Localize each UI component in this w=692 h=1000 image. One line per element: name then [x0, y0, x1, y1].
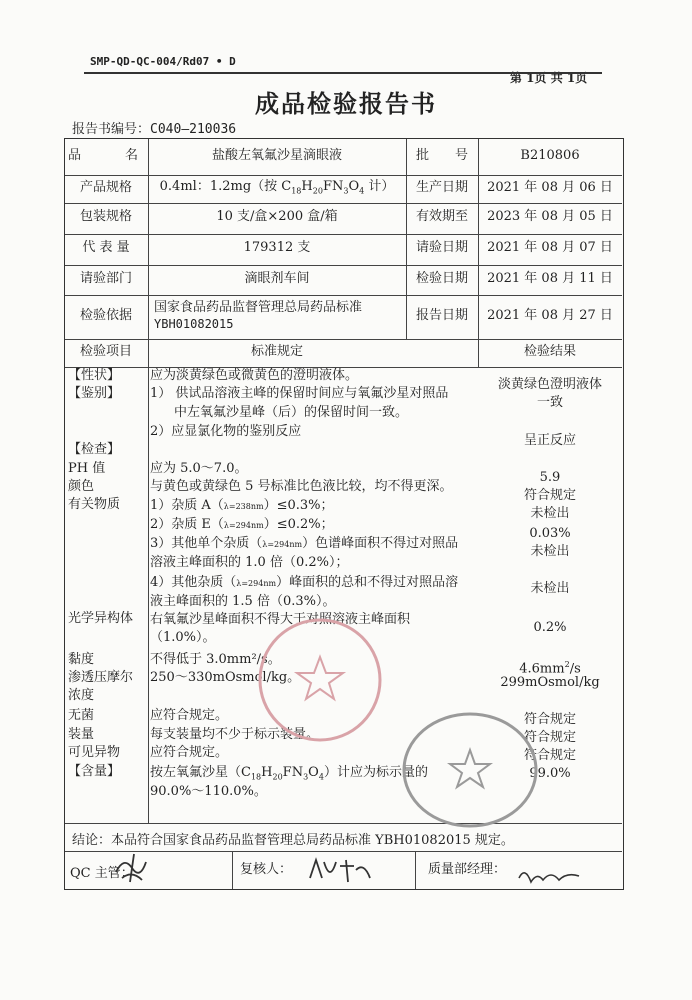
- document-code: SMP-QD-QC-004/Rd07 • D: [90, 55, 236, 68]
- value-expiry: 2023 年 08 月 05 日: [487, 209, 613, 225]
- result-value: 0.2%: [533, 620, 567, 635]
- standard-line: 3）其他单个杂质（λ=294nm）色谱峰面积不得过对照品: [150, 536, 459, 551]
- standard-line: 应为淡黄绿色或微黄色的澄明液体。: [150, 368, 359, 383]
- standard-line: 应符合规定。: [150, 708, 229, 723]
- standard-line: 不得低于 3.0mm²/s。: [150, 652, 281, 667]
- label-spec: 产品规格: [79, 179, 132, 195]
- item-assay: 【含量】: [68, 764, 121, 779]
- item-inspection: 【检查】: [68, 442, 121, 457]
- label-request-date: 请验日期: [415, 240, 468, 256]
- item-sterility: 无菌: [68, 708, 95, 723]
- value-report-date: 2021 年 08 月 27 日: [487, 307, 613, 323]
- label-production-date: 生产日期: [415, 179, 468, 195]
- standard-line: 按左氧氟沙星$(C_{18}H_{20}FN_3O_4)$计应为标示量的: [150, 765, 428, 782]
- value-packaging: 10 支/盒×200 盒/箱: [216, 209, 338, 225]
- standard-line: （1.0%）。: [150, 630, 216, 645]
- value-quantity: 179312 支: [243, 240, 311, 256]
- reviewer-signature-image: [306, 852, 376, 888]
- value-spec: 0.4ml：1.2mg（按 $C_{18}H_{20}FN_3O_4$ 计）: [159, 179, 395, 196]
- item-ph: PH 值: [68, 461, 106, 476]
- report-number-label: 报告书编号：: [72, 122, 151, 137]
- standard-line: 液主峰面积的 1.5 倍（0.3%）。: [150, 594, 336, 609]
- result-value: 符合规定: [523, 730, 576, 745]
- report-number: [72, 118, 236, 137]
- result-value: 99.0%: [529, 766, 571, 781]
- standard-line: 溶液主峰面积的 1.0 倍（0.2%）；: [150, 555, 349, 570]
- result-value: 0.03%: [529, 526, 571, 541]
- page-title: 成品检验报告书: [255, 90, 437, 118]
- label-test-date: 检验日期: [415, 270, 468, 286]
- standard-line: 90.0%～110.0%。: [150, 784, 267, 799]
- value-request-date: 2021 年 08 月 07 日: [487, 240, 613, 256]
- report-number-value: C040—210036: [150, 122, 237, 137]
- result-value: $4.6mm^2/s$: [519, 660, 581, 677]
- qc-supervisor-label: QC 主管：: [70, 866, 134, 881]
- quality-manager-label: 质量部经理：: [428, 862, 507, 877]
- standard-line: 与黄色或黄绿色 5 号标准比色液比较，均不得更深。: [150, 479, 453, 494]
- result-value: 符合规定: [523, 488, 576, 503]
- standard-line: 每支装量均不少于标示装量。: [150, 727, 320, 742]
- item-color: 颜色: [68, 479, 95, 494]
- standard-line: 2）应显氯化物的鉴别反应: [150, 424, 302, 439]
- column-result: 检验结果: [523, 343, 576, 359]
- value-test-date: 2021 年 08 月 11 日: [487, 270, 613, 286]
- manager-signature-image: [515, 862, 585, 890]
- item-optical-isomer: 光学异构体: [68, 611, 134, 626]
- header-rule: [84, 72, 602, 74]
- column-standard: 标准规定: [250, 343, 303, 359]
- result-value: 淡黄绿色澄明液体: [497, 377, 602, 392]
- item-related-substances: 有关物质: [68, 497, 121, 512]
- result-value: 呈正反应: [523, 433, 576, 448]
- item-fill-volume: 装量: [68, 727, 95, 742]
- result-value: 符合规定: [523, 712, 576, 727]
- item-identification: 【鉴别】: [68, 386, 121, 401]
- result-value: 一致: [536, 395, 563, 410]
- label-department: 请验部门: [79, 270, 132, 286]
- standard-line: 2）杂质 E（λ=294nm）≤0.2%；: [150, 517, 334, 532]
- result-value: 5.9: [539, 470, 561, 485]
- label-expiry: 有效期至: [415, 209, 468, 225]
- standard-line: 1）杂质 A（λ=238nm）≤0.3%；: [150, 498, 334, 513]
- reviewer-label: 复核人：: [240, 862, 293, 877]
- standard-line: 4）其他杂质（λ=294nm）峰面积的总和不得过对照品溶: [150, 575, 459, 590]
- result-value: 未检出: [530, 581, 570, 596]
- company-seal-image: [255, 615, 385, 745]
- label-basis: 检验依据: [79, 307, 132, 323]
- item-osmolality-1: 渗透压摩尔: [68, 670, 134, 685]
- result-value: 符合规定: [523, 748, 576, 763]
- item-viscosity: 黏度: [68, 652, 95, 667]
- item-appearance: 【性状】: [68, 368, 121, 383]
- label-packaging: 包装规格: [79, 209, 132, 225]
- standard-line: 应为 5.0～7.0。: [150, 461, 248, 476]
- inspection-seal-image: [400, 710, 540, 830]
- value-product-name: 盐酸左氧氟沙星滴眼液: [211, 147, 342, 163]
- value-department: 滴眼剂车间: [244, 270, 310, 286]
- item-osmolality-2: 浓度: [68, 688, 95, 703]
- column-item: 检验项目: [79, 343, 132, 359]
- conclusion: 结论：本品符合国家食品药品监督管理总局药品标准 YBH01082015 规定。: [72, 833, 514, 848]
- result-value: 未检出: [530, 544, 570, 559]
- value-batch-no: B210806: [520, 147, 580, 163]
- result-value: 299mOsmol/kg: [500, 675, 600, 690]
- standard-line: 应符合规定。: [150, 745, 229, 760]
- label-batch-no: 批 号: [415, 147, 468, 163]
- item-visible-particles: 可见异物: [68, 745, 121, 760]
- standard-line: 右氧氟沙星峰面积不得大于对照溶液主峰面积: [150, 612, 411, 627]
- label-quantity: 代 表 量: [82, 240, 130, 256]
- qc-signature-image: [112, 850, 156, 886]
- value-production-date: 2021 年 08 月 06 日: [487, 179, 613, 195]
- label-product-name: 品 名: [67, 147, 144, 163]
- value-basis: 国家食品药品监督管理总局药品标准 YBH01082015: [154, 300, 363, 331]
- page-info: 第 1页 共 1页: [510, 71, 588, 85]
- standard-line: 1） 供试品溶液主峰的保留时间应与氧氟沙星对照品: [150, 386, 449, 401]
- result-value: 未检出: [530, 506, 570, 521]
- standard-line: 250～330mOsmol/kg。: [150, 670, 301, 685]
- label-report-date: 报告日期: [415, 307, 468, 323]
- standard-line: 中左氧氟沙星峰（后）的保留时间一致。: [174, 405, 409, 420]
